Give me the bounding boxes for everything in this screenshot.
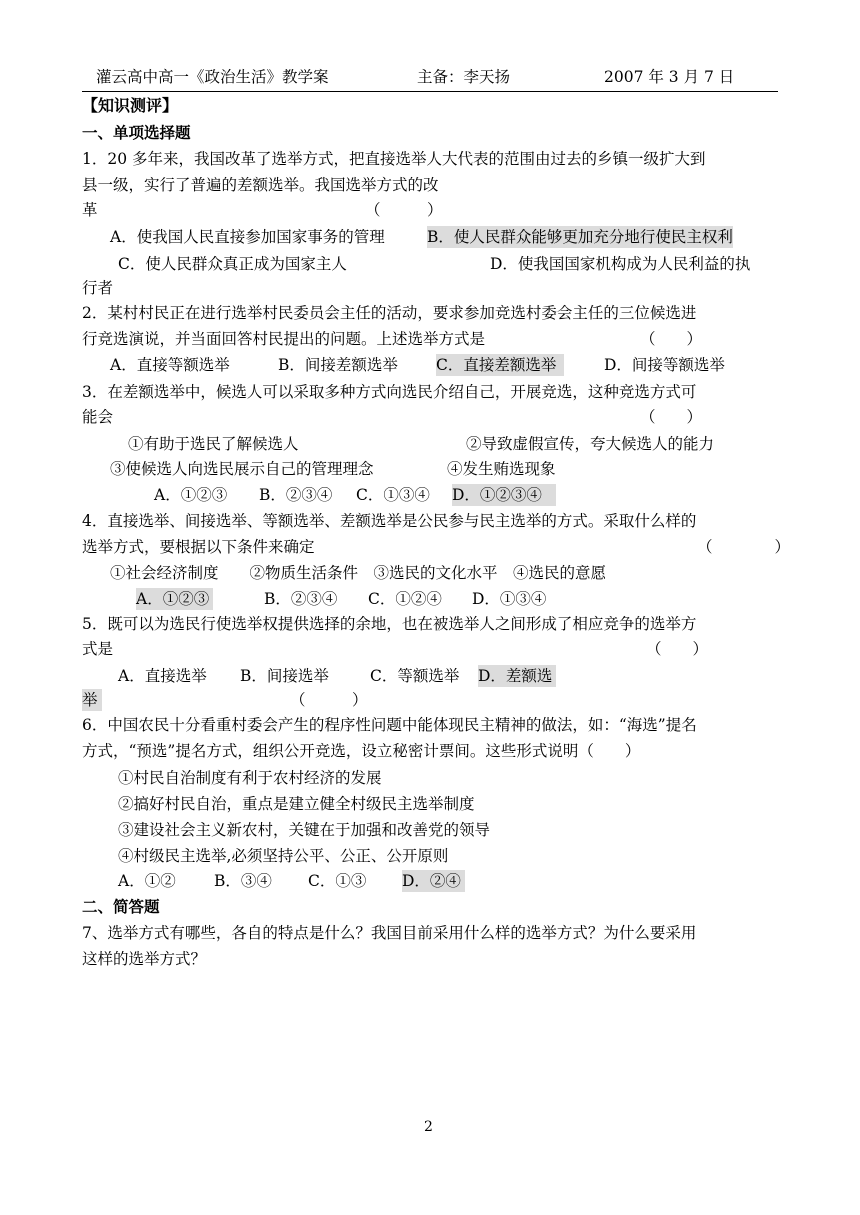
q6-item-2: ②搞好村民自治，重点是建立健全村级民主选举制度	[118, 795, 475, 813]
q5-paren-2: （ ）	[290, 691, 368, 709]
q4-option-d: D．①③④	[472, 590, 547, 608]
q3-line2: 能会	[82, 408, 114, 426]
q6-option-c: C．①③	[308, 872, 367, 890]
q1-line2: 县一级，实行了普遍的差额选举。我国选举方式的改	[82, 176, 439, 194]
q6-item-3: ③建设社会主义新农村，关键在于加强和改善党的领导	[118, 821, 491, 839]
q3-item-3: ③使候选人向选民展示自己的管理理念	[110, 460, 374, 478]
q1-line1: 1．20 多年来，我国改革了选举方式，把直接选举人大代表的范围由过去的乡镇一级扩大到	[82, 150, 706, 168]
q7-line1: 7、选举方式有哪些，各自的特点是什么？我国目前采用什么样的选举方式？为什么要采用	[82, 924, 697, 942]
header-date: 2007 年 3 月 7 日	[604, 68, 735, 86]
q2-option-c-answer: C．直接差额选举	[436, 354, 564, 376]
part1-title: 一、单项选择题	[82, 124, 191, 142]
q4-line1: 4．直接选举、间接选举、等额选举、差额选举是公民参与民主选举的方式。采取什么样的	[82, 512, 697, 530]
header-rule	[82, 91, 778, 92]
q3-option-b: B．②③④	[259, 486, 333, 504]
q3-option-d-answer: D．①②③④	[452, 484, 556, 506]
q6-item-1: ①村民自治制度有利于农村经济的发展	[118, 769, 382, 787]
q6-line2: 方式，“预选”提名方式，组织公开竞选，设立秘密计票间。这些形式说明（ ）	[82, 742, 641, 760]
q3-line1: 3．在差额选举中，候选人可以采取多种方式向选民介绍自己，开展竞选，这种竞选方式可	[82, 383, 697, 401]
q3-paren: （ ）	[640, 408, 703, 426]
q2-option-b: B．间接差额选举	[278, 356, 398, 374]
q2-line2: 行竞选演说，并当面回答村民提出的问题。上述选举方式是	[82, 330, 486, 348]
q5-option-a: A．直接选举	[118, 667, 207, 685]
q5-line1: 5．既可以为选民行使选举权提供选择的余地，也在被选举人之间形成了相应竞争的选举方	[82, 615, 697, 633]
q3-option-c: C．①③④	[356, 486, 430, 504]
q1-option-d: D．使我国国家机构成为人民利益的执	[490, 255, 751, 273]
q3-item-1: ①有助于选民了解候选人	[128, 435, 299, 453]
q3-item-2: ②导致虚假宣传，夸大候选人的能力	[466, 435, 715, 453]
part2-title: 二、简答题	[82, 898, 160, 916]
q7-line2: 这样的选举方式？	[82, 950, 207, 968]
q5-option-d-answer: D．差额选	[478, 665, 556, 687]
q4-line2: 选举方式，要根据以下条件来确定	[82, 538, 315, 556]
q2-option-a: A．直接等额选举	[110, 356, 230, 374]
q4-paren: （ ）	[697, 538, 791, 556]
q2-paren: （ ）	[640, 330, 703, 348]
q1-line3: 革	[82, 201, 98, 219]
q6-option-d-answer: D．②④	[402, 870, 465, 892]
section-title: 【知识测评】	[82, 96, 179, 115]
q6-option-b: B．③④	[214, 872, 272, 890]
q6-line1: 6．中国农民十分看重村委会产生的程序性问题中能体现民主精神的做法，如：“海选”提名	[82, 716, 697, 734]
q1-option-d-cont: 行者	[82, 279, 114, 297]
q1-option-a: A．使我国人民直接参加国家事务的管理	[110, 228, 385, 246]
q5-option-d-cont: 举	[82, 689, 102, 711]
q4-option-c: C．①②④	[368, 590, 442, 608]
q4-items: ①社会经济制度 ②物质生活条件 ③选民的文化水平 ④选民的意愿	[110, 564, 607, 582]
q3-option-a: A．①②③	[154, 486, 228, 504]
q6-option-a: A．①②	[118, 872, 176, 890]
q1-paren: （ ）	[365, 201, 443, 219]
q5-paren: （ ）	[646, 640, 709, 658]
page-number: 2	[424, 1119, 433, 1135]
q3-item-4: ④发生贿选现象	[447, 460, 556, 478]
q1-option-b-answer: B．使人民群众能够更加充分地行使民主权利	[427, 228, 733, 246]
q4-option-a-answer: A．①②③	[136, 588, 213, 610]
q5-line2: 式是	[82, 640, 114, 658]
q1-option-c: C．使人民群众真正成为国家主人	[118, 255, 347, 273]
header-title: 灌云高中高一《政治生活》教学案	[96, 68, 329, 86]
q2-line1: 2．某村村民正在进行选举村民委员会主任的活动，要求参加竞选村委会主任的三位候选进	[82, 304, 697, 322]
q2-option-d: D．间接等额选举	[604, 356, 725, 374]
q4-option-b: B．②③④	[264, 590, 338, 608]
header-author: 主备：李天扬	[417, 68, 511, 86]
q5-option-c: C．等额选举	[370, 667, 460, 685]
q5-option-b: B．间接选举	[240, 667, 329, 685]
q6-item-4: ④村级民主选举,必须坚持公平、公正、公开原则	[118, 847, 449, 865]
